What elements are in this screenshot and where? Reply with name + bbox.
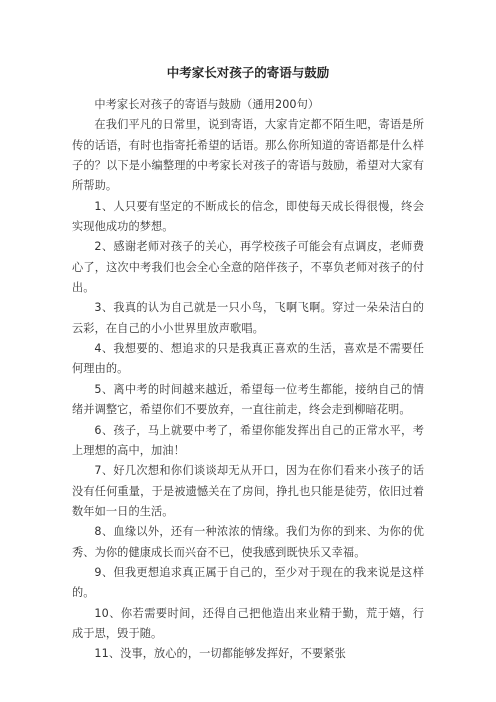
paragraph-item-2: 2、感谢老师对孩子的关心，再学校孩子可能会有点调皮，老师费心了，这次中考我们也会全心全意的陪伴孩子，不辜负老师对孩子的付出。 [72,240,424,295]
paragraph-item-3: 3、我真的认为自己就是一只小鸟，飞啊飞啊。穿过一朵朵洁白的云彩，在自己的小小世界里放声歌唱。 [72,301,424,335]
paragraph-item-6: 6、孩子，马上就要中考了，希望你能发挥出自己的正常水平，考上理想的高中，加油！ [72,423,424,457]
paragraph-item-11: 11、没事，放心的，一切都能够发挥好，不要紧张 [94,647,346,661]
paragraph-subtitle: 中考家长对孩子的寄语与鼓励（通用200句） [94,98,320,111]
paragraph-item-9: 9、但我更想追求真正属于自己的，至少对于现在的我来说是这样的。 [72,565,424,600]
paragraph-intro: 在我们平凡的日常里，说到寄语，大家肯定都不陌生吧，寄语是所传的话语，有时也指寄托希望的话语。那么你所知道的寄语都是什么样子的？以下是小编整理的中考家长对孩子的寄语与鼓励，希望对大家有所帮助。 [72,118,424,193]
paragraph-item-8: 8、血缘以外，还有一种浓浓的情缘。我们为你的到来、为你的优秀、为你的健康成长而兴奋不已，使我感到既快乐又幸福。 [72,525,424,559]
paragraph-item-10: 10、你若需要时间，还得自己把他造出来业精于勤，荒于嬉，行成于思，毁于随。 [72,606,424,640]
paragraph-item-5: 5、离中考的时间越来越近，希望每一位考生都能，接纳自己的情绪并调整它，希望你们不要放弃，一直往前走，终会走到柳暗花明。 [72,382,424,417]
document-body [72,95,424,665]
document-title: 中考家长对孩子的寄语与鼓励 [166,65,330,80]
paragraph-item-7: 7、好几次想和你们谈谈却无从开口，因为在你们看来小孩子的话没有任何重量，于是被遗憾关在了房间，挣扎也只能是徒劳，依旧过着数年如一日的生活。 [72,464,424,518]
paragraph-item-1: 1、人只要有坚定的不断成长的信念，即使每天成长得很慢，终会实现他成功的梦想。 [72,199,424,234]
paragraph-item-4: 4、我想要的、想追求的只是我真正喜欢的生活，喜欢是不需要任何理由的。 [72,342,424,376]
